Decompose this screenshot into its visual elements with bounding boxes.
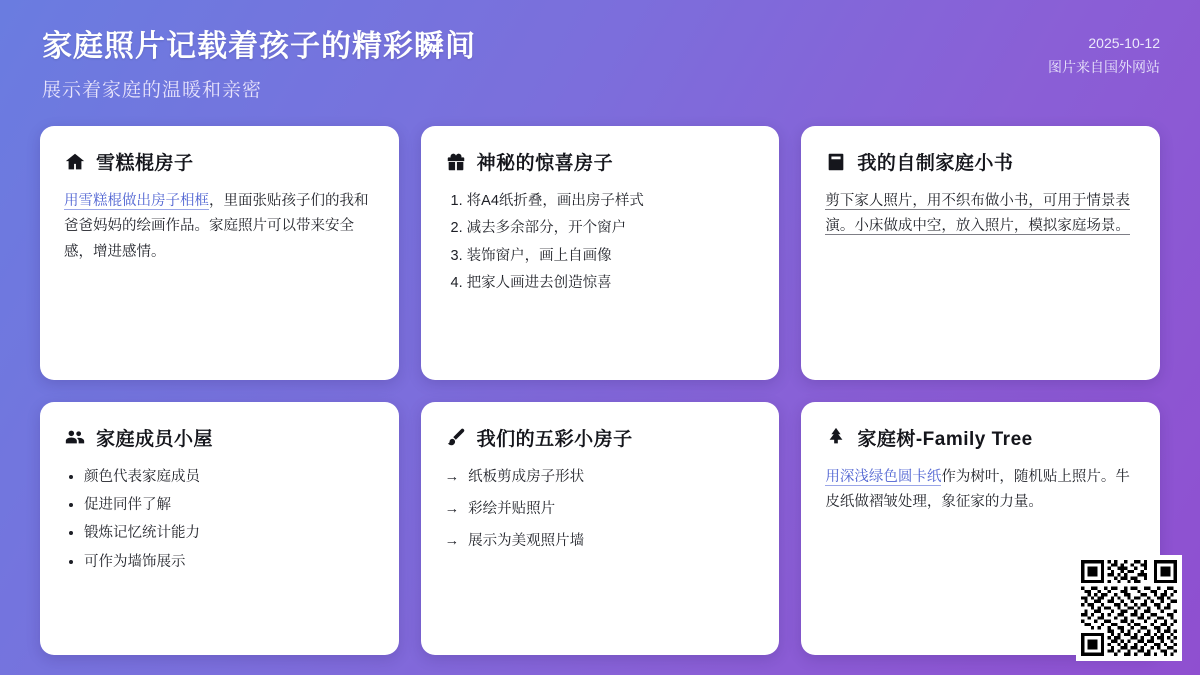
card-surprise-house[interactable] — [421, 126, 780, 380]
ordered-list — [445, 189, 756, 297]
card-body — [64, 465, 375, 579]
header — [40, 28, 1160, 120]
list-item: 3. 装饰窗户，画上自画像 — [467, 244, 756, 269]
card-title: 家庭树-Family Tree — [857, 428, 1033, 450]
arrow-list — [445, 465, 756, 555]
list-item: → 纸板剪成房子形状 — [445, 465, 756, 490]
card-title: 我们的五彩小房子 — [476, 428, 633, 450]
date-label: 2025-10-12 — [1088, 35, 1160, 51]
card-family-member-house[interactable] — [40, 402, 399, 656]
card-header — [64, 148, 375, 175]
body-text: 剪下家人照片，用不织布做小书，可用于情景表演。小床做成中空，放入照片，模拟家庭场景。 — [825, 193, 1130, 235]
source-label: 图片来自国外网站 — [1048, 58, 1160, 75]
list-item: 4. 把家人画进去创造惊喜 — [467, 271, 756, 296]
card-header — [445, 424, 756, 451]
card-colorful-house[interactable] — [421, 402, 780, 656]
list-item: • 锻炼记忆统计能力 — [84, 521, 375, 546]
bulleted-list — [64, 465, 375, 576]
body-text: ，里面张贴孩子们的我和爸爸妈妈的绘画作品。家庭照片可以带来安全感，增进感情。 — [64, 193, 369, 260]
list-item: • 可作为墙饰展示 — [84, 550, 375, 575]
people-icon — [64, 426, 86, 448]
body-text: 作为树叶，随机贴上照片。牛皮纸做褶皱处理，象征家的力量。 — [825, 468, 1130, 510]
title-block — [40, 28, 476, 102]
card-title: 神秘的惊喜房子 — [476, 153, 614, 174]
card-body — [445, 189, 756, 299]
card-title: 我的自制家庭小书 — [857, 153, 1014, 174]
header-meta — [1048, 28, 1160, 80]
gift-icon — [445, 151, 467, 173]
card-header — [825, 424, 1136, 451]
highlight-text: 用深浅绿色圆卡纸 — [825, 468, 942, 485]
card-grid — [40, 120, 1160, 655]
card-family-book[interactable] — [801, 126, 1160, 380]
page-title: 家庭照片记载着孩子的精彩瞬间 — [42, 30, 476, 63]
page-subtitle: 展示着家庭的温暖和亲密 — [42, 79, 263, 101]
card-body — [64, 189, 375, 265]
tree-icon — [825, 426, 847, 448]
house-icon — [64, 151, 86, 173]
highlight-text: 用雪糕棍做出房子相框 — [64, 193, 209, 209]
qr-code[interactable] — [1076, 555, 1182, 661]
list-item: → 彩绘并贴照片 — [445, 497, 756, 522]
card-header — [825, 148, 1136, 175]
book-icon — [825, 151, 847, 173]
card-header — [64, 424, 375, 451]
list-item: 1. 将A4纸折叠，画出房子样式 — [467, 189, 756, 214]
list-item: → 展示为美观照片墙 — [445, 529, 756, 554]
card-body — [445, 465, 756, 562]
card-header — [445, 148, 756, 175]
list-item: 2. 减去多余部分，开个窗户 — [467, 216, 756, 241]
card-body — [825, 189, 1136, 240]
card-title: 雪糕棍房子 — [96, 153, 194, 174]
card-body — [825, 465, 1136, 516]
card-ice-cream-stick-house[interactable] — [40, 126, 399, 380]
list-item: • 促进同伴了解 — [84, 493, 375, 518]
card-title: 家庭成员小屋 — [96, 428, 214, 450]
list-item: • 颜色代表家庭成员 — [84, 465, 375, 490]
brush-icon — [445, 426, 467, 448]
